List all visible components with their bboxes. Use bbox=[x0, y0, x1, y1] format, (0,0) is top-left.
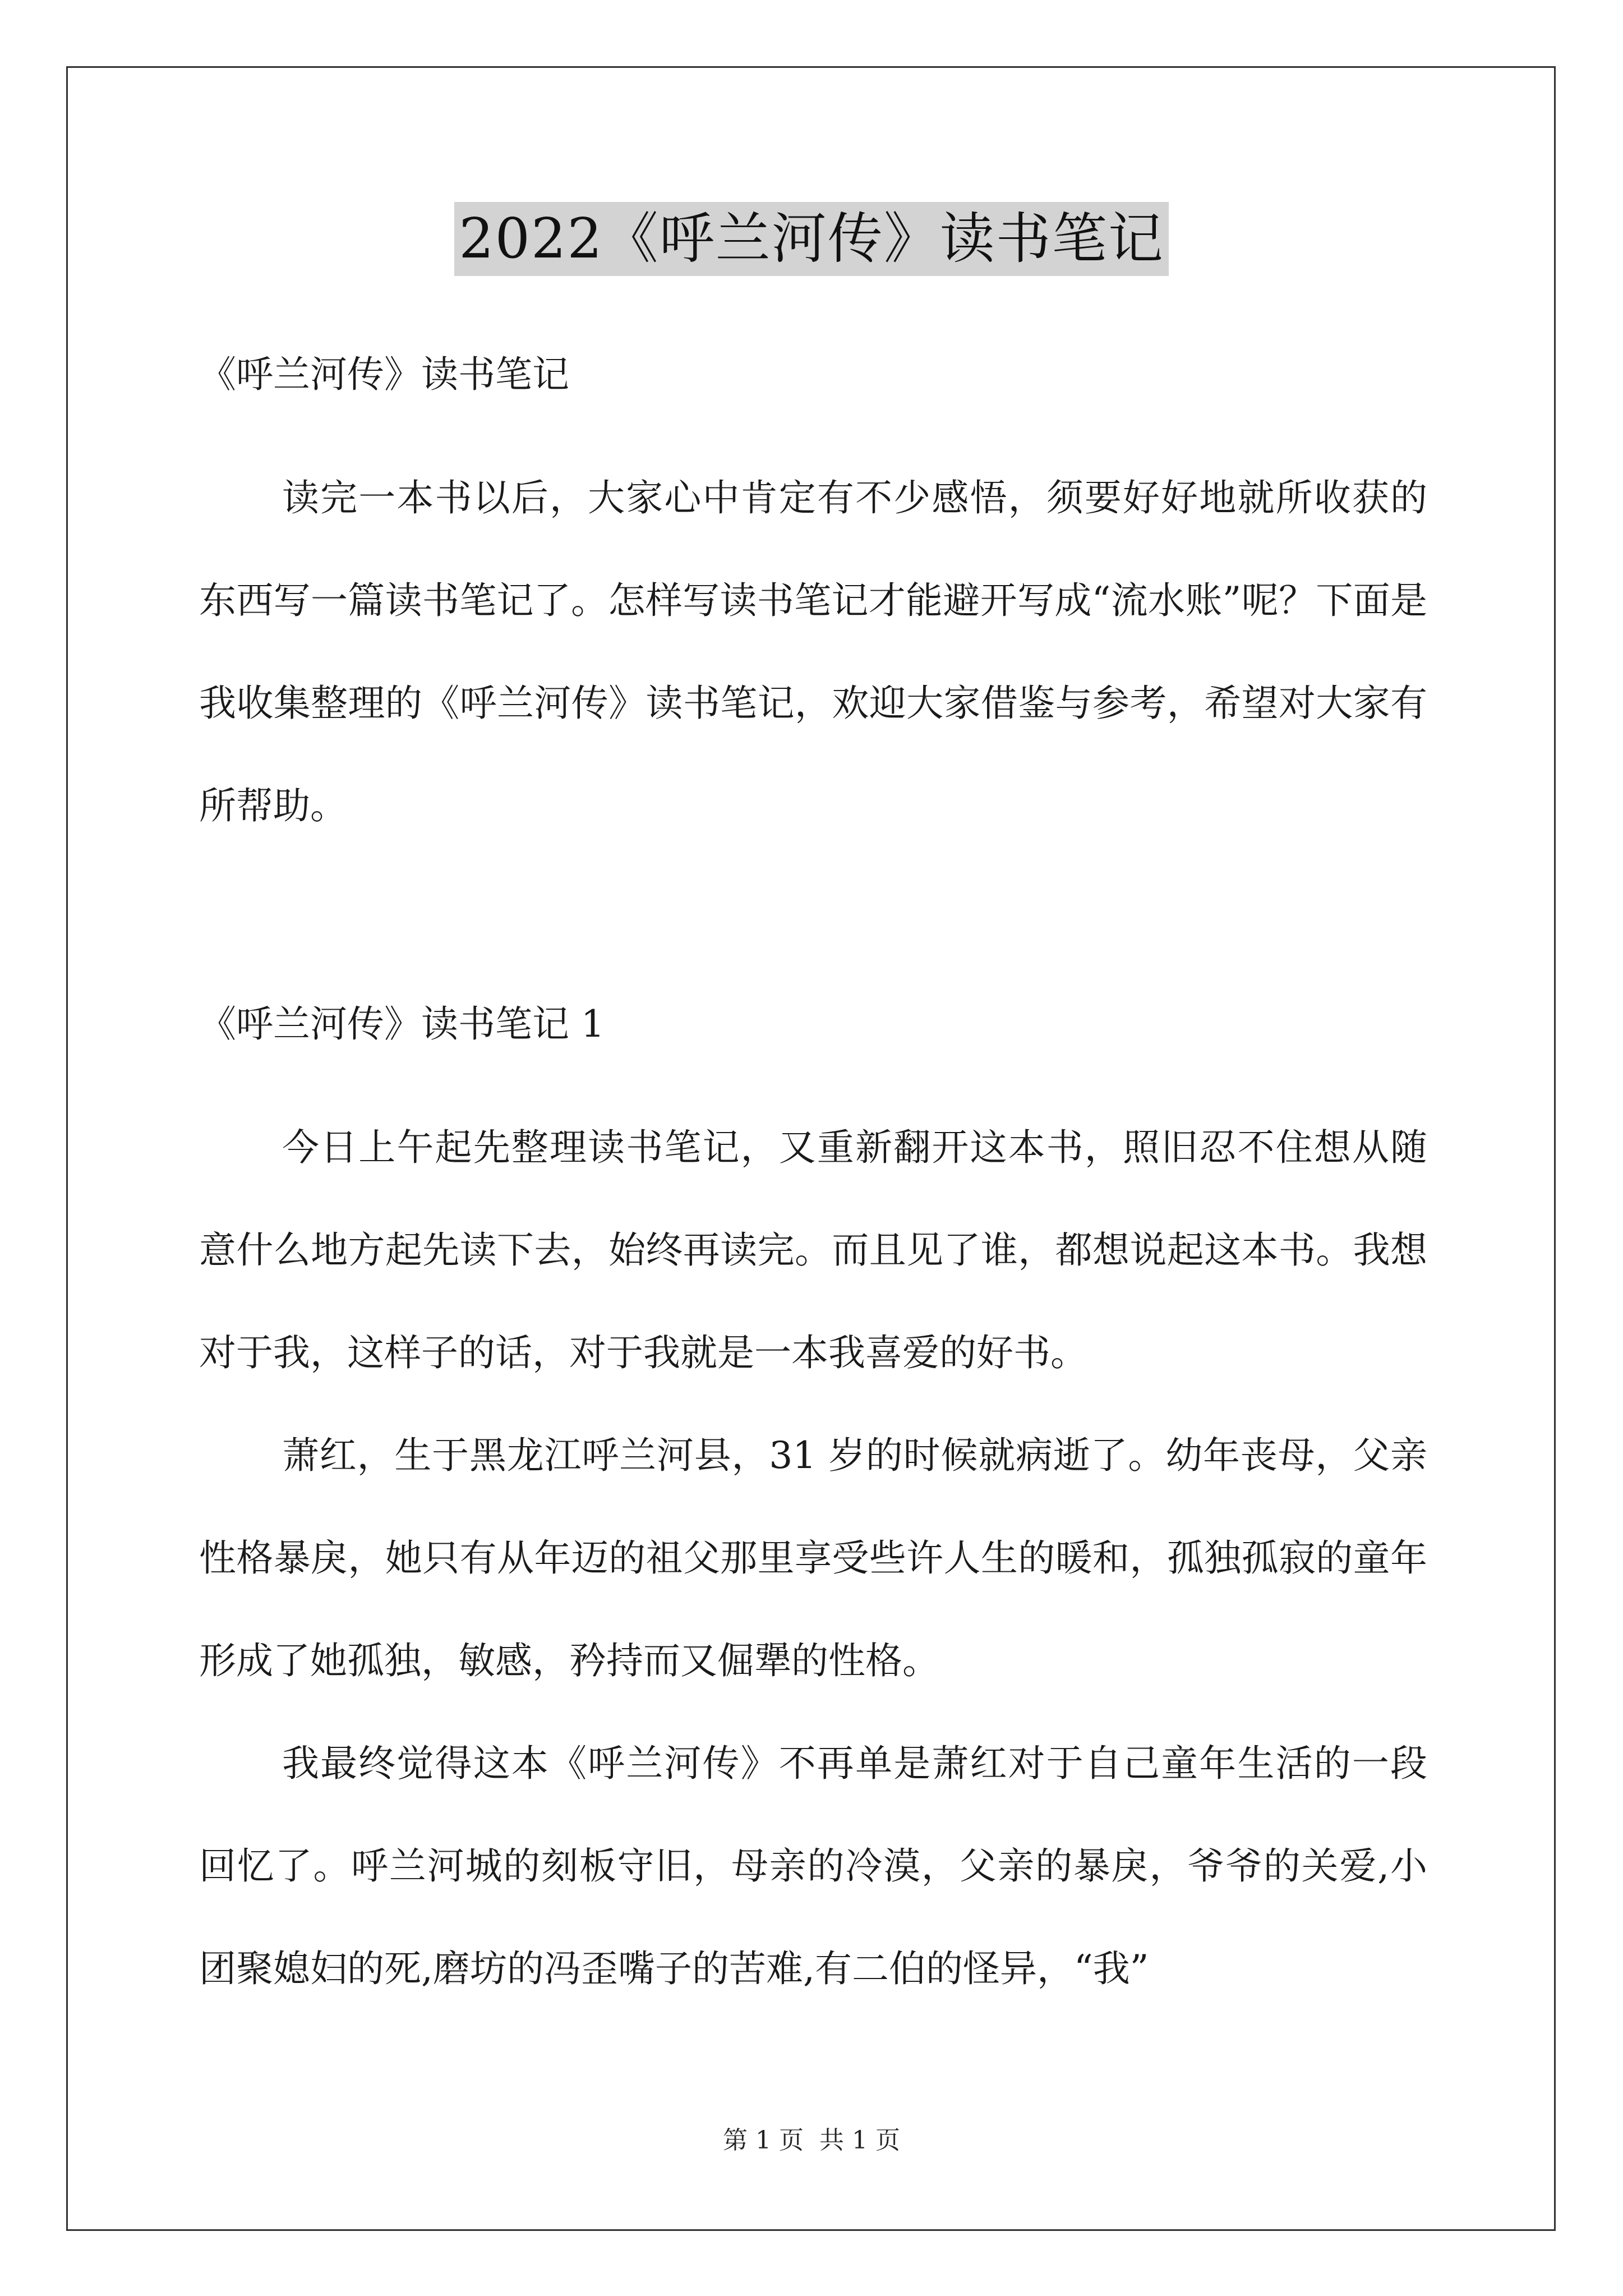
page-footer bbox=[0, 2125, 1623, 2156]
intro-heading: 《呼兰河传》读书笔记 bbox=[199, 353, 569, 396]
section-paragraph-3: 我最终觉得这本《呼兰河传》不再单是萧红对于自己童年生活的一段回忆了。呼兰河城的刻板守旧，母亲的冷漠，父亲的暴戾，爷爷的关爱,小团聚媳妇的死,磨坊的冯歪嘴子的苦难,有二伯的怪异，“我” bbox=[199, 1742, 1427, 1990]
document-title: 2022《呼兰河传》读书笔记 bbox=[454, 202, 1168, 276]
document-body bbox=[199, 348, 1427, 2020]
section-paragraph-2: 萧红，生于黑龙江呼兰河县，31 岁的时候就病逝了。幼年丧母，父亲性格暴戾，她只有从年迈的祖父那里享受些许人生的暖和，孤独孤寂的童年形成了她孤独，敏感，矜持而又倔犟的性格。 bbox=[199, 1434, 1427, 1682]
section-heading: 《呼兰河传》读书笔记 1 bbox=[199, 1002, 605, 1046]
section-paragraph-1: 今日上午起先整理读书笔记，又重新翻开这本书，照旧忍不住想从随意什么地方起先读下去，始终再读完。而且见了谁，都想说起这本书。我想对于我，这样子的话，对于我就是一本我喜爱的好书。 bbox=[199, 1126, 1427, 1374]
page-total: 共 1 页 bbox=[819, 2126, 900, 2155]
page-number: 第 1 页 bbox=[723, 2126, 804, 2155]
intro-paragraph: 读完一本书以后，大家心中肯定有不少感悟，须要好好地就所收获的东西写一篇读书笔记了。怎样写读书笔记才能避开写成“流水账”呢？下面是我收集整理的《呼兰河传》读书笔记，欢迎大家借鉴与参考，希望对大家有所帮助。 bbox=[199, 476, 1427, 827]
title-container bbox=[0, 202, 1623, 276]
